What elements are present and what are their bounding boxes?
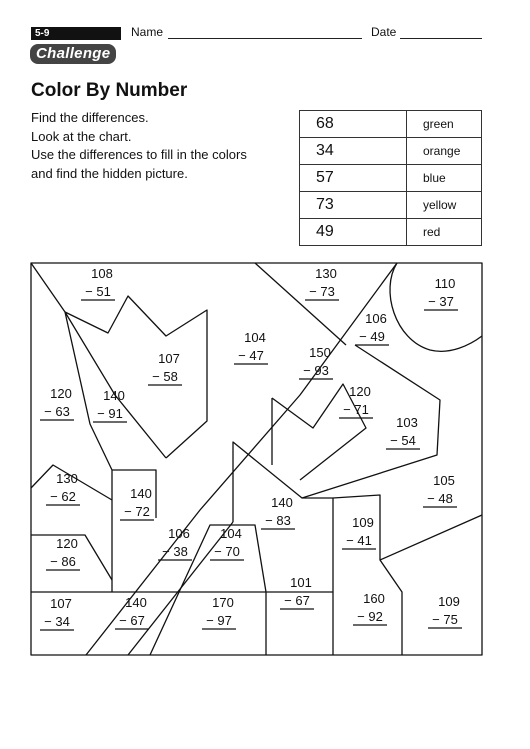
subtraction-problem [428,594,462,628]
problem-minuend: 108 [91,266,113,281]
region-line [65,296,207,458]
lesson-tag-text: 5-9 [35,28,50,39]
problem-subtrahend: − 47 [238,348,264,363]
instruction-line: Use the differences to fill in the colors [31,147,247,162]
subtraction-problem [305,266,339,300]
subtraction-problem [339,384,373,418]
subtraction-problem [261,495,295,529]
problem-minuend: 140 [103,388,125,403]
problem-subtrahend: − 54 [390,433,416,448]
subtraction-problem [40,596,74,630]
subtraction-problem [424,276,458,310]
subtraction-problem [40,386,74,420]
problem-minuend: 107 [50,596,72,611]
subtraction-problem [386,415,420,449]
problem-minuend: 130 [56,471,78,486]
subtraction-problem [158,526,192,560]
key-color: yellow [407,192,482,219]
problem-subtrahend: − 73 [309,284,335,299]
problem-minuend: 140 [125,595,147,610]
problem-minuend: 160 [363,591,385,606]
key-color: green [407,111,482,138]
problem-subtrahend: − 72 [124,504,150,519]
problem-subtrahend: − 67 [284,593,310,608]
date-label: Date [371,25,397,39]
problem-minuend: 170 [212,595,234,610]
key-number: 68 [300,111,407,138]
problem-subtrahend: − 49 [359,329,385,344]
problem-subtrahend: − 91 [97,406,123,421]
key-number: 34 [300,138,407,165]
name-label: Name [131,25,164,39]
region-line [380,515,482,560]
problem-subtrahend: − 67 [119,613,145,628]
subtraction-problem [81,266,115,300]
problem-minuend: 106 [168,526,190,541]
problem-minuend: 150 [309,345,331,360]
problem-subtrahend: − 37 [428,294,454,309]
subtraction-problem [46,536,80,570]
key-color: red [407,219,482,246]
problem-subtrahend: − 92 [357,609,383,624]
subtraction-problem [299,345,333,379]
problem-minuend: 105 [433,473,455,488]
problem-subtrahend: − 41 [346,533,372,548]
problem-subtrahend: − 48 [427,491,453,506]
instruction-line: Find the differences. [31,110,149,125]
problem-minuend: 140 [130,486,152,501]
problem-minuend: 106 [365,311,387,326]
problem-subtrahend: − 34 [44,614,70,629]
challenge-badge: Challenge [30,44,116,64]
picture-frame [31,263,482,655]
problem-subtrahend: − 38 [162,544,188,559]
subtraction-problem [120,486,154,520]
problem-minuend: 101 [290,575,312,590]
problem-minuend: 103 [396,415,418,430]
subtraction-problem [355,311,389,345]
instruction-line: Look at the chart. [31,128,132,144]
problem-subtrahend: − 51 [85,284,111,299]
problem-minuend: 120 [56,536,78,551]
problem-subtrahend: − 86 [50,554,76,569]
subtraction-problem [202,595,236,629]
problem-minuend: 110 [434,276,456,291]
problem-subtrahend: − 62 [50,489,76,504]
subtraction-problem [210,526,244,560]
problem-subtrahend: − 97 [206,613,232,628]
problem-minuend: 120 [50,386,72,401]
key-number: 57 [300,165,407,192]
subtraction-problem [342,515,376,549]
problem-minuend: 104 [220,526,242,541]
subtraction-problem [423,473,457,507]
problem-minuend: 140 [271,495,293,510]
subtraction-problem [234,330,268,364]
subtraction-problem [46,471,80,505]
problem-subtrahend: − 83 [265,513,291,528]
problem-subtrahend: − 63 [44,404,70,419]
problems-layer [40,266,462,630]
subtraction-problem [93,388,127,422]
key-color: orange [407,138,482,165]
problem-minuend: 109 [352,515,374,530]
problem-subtrahend: − 71 [343,402,369,417]
problem-minuend: 109 [438,594,460,609]
problem-subtrahend: − 58 [152,369,178,384]
key-number: 73 [300,192,407,219]
instruction-line: and find the hidden picture. [31,165,188,181]
problem-minuend: 107 [158,351,180,366]
problem-minuend: 120 [349,384,371,399]
subtraction-problem [148,351,182,385]
key-color: blue [407,165,482,192]
key-number: 49 [300,219,407,246]
subtraction-problem [353,591,387,625]
problem-subtrahend: − 70 [214,544,240,559]
page-title: Color By Number [31,80,188,101]
region-outlines [31,263,482,655]
problem-subtrahend: − 75 [432,612,458,627]
problem-minuend: 104 [244,330,266,345]
problem-subtrahend: − 93 [303,363,329,378]
problem-minuend: 130 [315,266,337,281]
